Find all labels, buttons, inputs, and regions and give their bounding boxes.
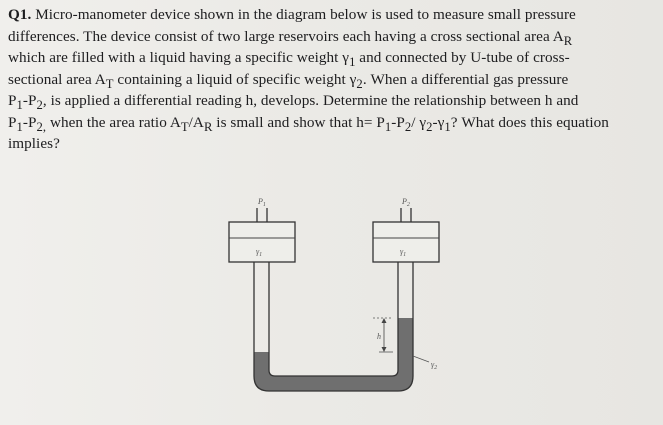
u-tube-inner-wall	[269, 262, 398, 376]
subscript-1: 1	[444, 119, 451, 134]
question-line-4-text-b: containing a liquid of specific weight γ	[113, 70, 357, 88]
subscript-2: 2	[404, 119, 412, 134]
question-line-3-text-b: and connected by U-tube of cross-	[355, 49, 570, 66]
question-line-5	[8, 90, 658, 112]
question-line-6	[8, 112, 658, 134]
subscript-2: 2,	[36, 119, 47, 134]
question-line-6-text-e: is small and show that h= P	[212, 113, 385, 131]
label-h: h	[377, 332, 381, 341]
question-line-3-text-a: which are filled with a liquid having a specific weight γ	[8, 49, 350, 66]
question-line-7-text: implies?	[8, 135, 60, 152]
micro-manometer-diagram	[205, 186, 465, 408]
gamma2-leader	[413, 356, 429, 362]
label-p1: $P_1$	[258, 197, 266, 208]
question-line-6-text-f: -P	[391, 113, 405, 131]
question-line-6-text-h: -γ	[432, 113, 445, 131]
subscript-t: T	[105, 76, 114, 91]
u-tube-liquid-gamma2	[254, 318, 413, 391]
question-line-1-text: Micro-manometer device shown in the diagram below is used to measure small pressure	[35, 6, 576, 23]
question-text	[8, 4, 658, 155]
question-line-6-text-a: P	[8, 113, 17, 131]
question-line-6-text-c: when the area ratio A	[46, 113, 181, 131]
subscript-r: R	[563, 33, 573, 48]
subscript-1: 1	[384, 119, 392, 134]
subscript-2: 2	[426, 119, 433, 134]
subscript-2: 2	[36, 98, 43, 113]
question-line-3	[8, 47, 658, 69]
question-line-4-text-c: . When a differential gas pressure	[362, 70, 569, 88]
question-line-5-text-c: , is applied a differential reading h, develops. Determine the relationship between h and	[42, 92, 579, 109]
question-line-1	[8, 4, 658, 26]
question-line-4-text-a: sectional area A	[8, 70, 106, 88]
question-line-6-text-i: ? What does this equation	[450, 113, 609, 131]
subscript-t: T	[180, 119, 189, 134]
subscript-1: 1	[349, 55, 356, 70]
subscript-r: R	[203, 119, 213, 134]
question-number: Q1.	[8, 6, 32, 23]
question-line-2	[8, 26, 658, 48]
question-line-7	[8, 133, 658, 155]
u-tube-outer-wall	[254, 262, 413, 391]
question-line-2-text: differences. The device consist of two large reservoirs each having a cross sectional area A	[8, 27, 564, 45]
question-line-6-text-d: /A	[188, 113, 204, 131]
subscript-1: 1	[16, 119, 23, 134]
question-line-5-text-b: -P	[22, 92, 37, 109]
label-gamma1-right: $\gamma_1$	[400, 247, 407, 258]
manometer-svg	[205, 186, 465, 408]
label-p2: $P_2$	[402, 197, 410, 208]
subscript-1: 1	[16, 98, 23, 113]
label-gamma2: $\gamma_2$	[431, 360, 438, 371]
question-line-6-text-b: -P	[22, 113, 37, 131]
subscript-2: 2	[356, 76, 363, 91]
question-line-4	[8, 69, 658, 91]
h-dimension	[373, 318, 393, 352]
question-line-5-text-a: P	[8, 92, 17, 109]
question-line-6-text-g: / γ	[411, 113, 427, 131]
label-gamma1-left: $\gamma_1$	[256, 247, 263, 258]
